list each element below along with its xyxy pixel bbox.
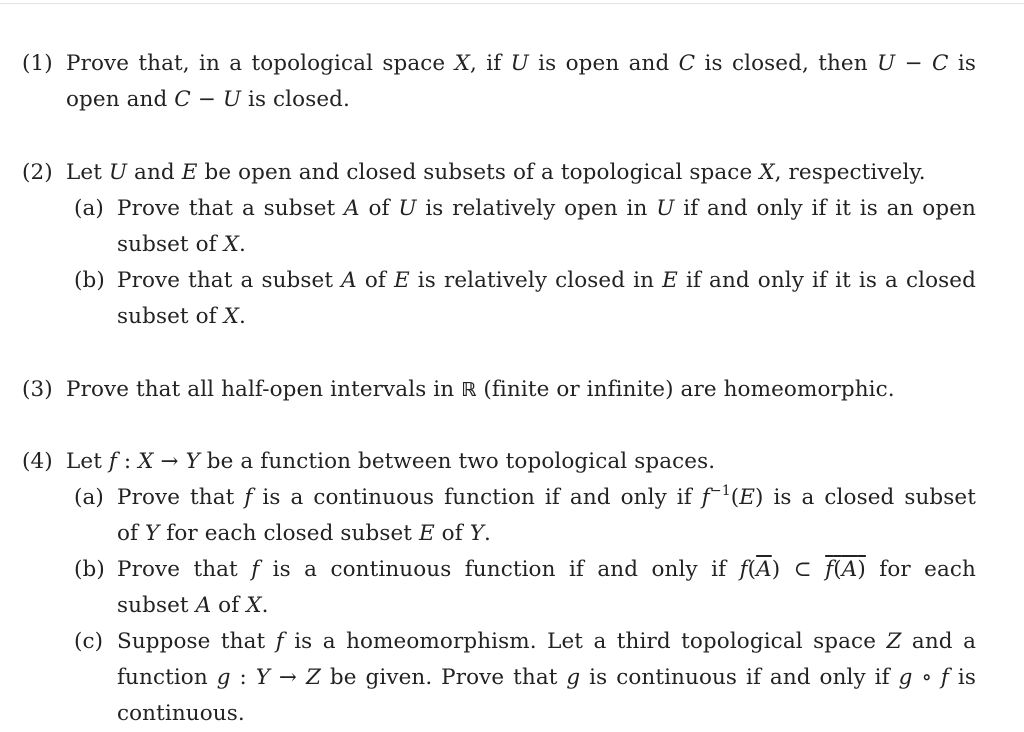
problem-4b-line-2: subset A of X. (117, 593, 269, 618)
problem-4c-line-1: Suppose that f is a homeomorphism. Let a third topological space Z and a (117, 629, 976, 654)
problem-2b-line-1: Prove that a subset A of E is relatively closed in E if and only if it is a closed (117, 268, 976, 293)
part-label: (c) (74, 629, 104, 654)
problem-number: (2) (22, 160, 53, 185)
problem-4a-line-2: of Y for each closed subset E of Y. (117, 521, 491, 546)
problem-2a-line-2: subset of X. (117, 232, 246, 257)
part-label: (b) (74, 268, 105, 293)
top-divider (0, 3, 1024, 4)
problem-2-intro: Let U and E be open and closed subsets of a topological space X, respectively. (66, 160, 926, 185)
part-label: (a) (74, 196, 104, 221)
problem-4b-line-1: Prove that f is a continuous function if and only if $f(\overline{A})$ ⊂ f(A) for each (117, 557, 976, 582)
problem-1-line-2: open and C − U is closed. (66, 87, 350, 112)
problem-number: (3) (22, 377, 53, 402)
problem-4c-line-3: continuous. (117, 701, 245, 726)
problem-3-line-1: Prove that all half-open intervals in ℝ (finite or infinite) are homeomorphic. (66, 377, 895, 402)
problem-2b-line-2: subset of X. (117, 304, 246, 329)
part-label: (a) (74, 485, 104, 510)
problem-4a-line-1: Prove that f is a continuous function if and only if $f^{-1}(E)$ is a closed subset (117, 483, 976, 510)
problem-4-intro: Let f : X → Y be a function between two topological spaces. (66, 449, 716, 474)
problem-number: (1) (22, 51, 53, 76)
part-label: (b) (74, 557, 105, 582)
problem-2a-line-1: Prove that a subset A of U is relatively open in U if and only if it is an open (117, 196, 976, 221)
problem-1-line-1: Prove that, in a topological space X, if U is open and C is closed, then U − C is (66, 51, 976, 76)
problem-number: (4) (22, 449, 53, 474)
problem-4c-line-2: function g : Y → Z be given. Prove that g is continuous if and only if g ∘ f is (117, 665, 976, 690)
